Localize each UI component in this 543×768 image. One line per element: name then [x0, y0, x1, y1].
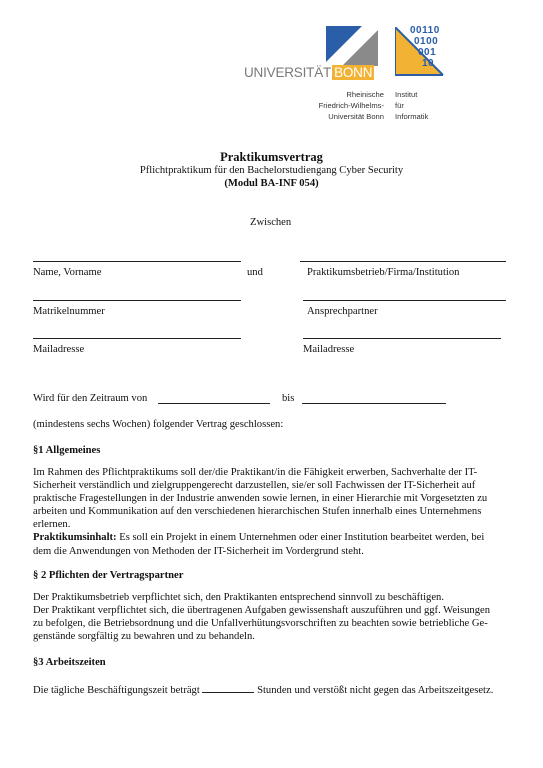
title-block: [0, 150, 543, 190]
section-1-line: praktische Fragestellungen in der Industrie anwenden sowie lernen, in einer Hierarchie mit Vorgesetzten zu: [33, 493, 488, 505]
document-subtitle: Pflichtpraktikum für den Bachelorstudiengang Cyber Security: [139, 165, 404, 176]
matrikel-label: Matrikelnummer: [33, 306, 105, 317]
section-3-prefix: Die tägliche Beschäftigungszeit beträgt: [33, 685, 200, 696]
content-text-first: Es soll ein Projekt in einem Unternehmen oder einer Institution bearbeitet werden, bei: [116, 532, 485, 544]
section-2-line: genstände sorgfältig zu bewahren und zu behandeln.: [33, 631, 255, 643]
name-field-line[interactable]: [33, 261, 241, 262]
wordmark-bonn: BONN: [334, 65, 373, 80]
section-3-heading: §3 Arbeitszeiten: [33, 657, 106, 668]
period-note: (mindestens sechs Wochen) folgender Vertrag geschlossen:: [33, 419, 284, 430]
contact-label: Ansprechpartner: [307, 306, 378, 317]
period-bis-label: bis: [282, 393, 295, 404]
university-name: [300, 89, 384, 123]
institute-name-line: Institut: [395, 90, 418, 99]
binary-row: 00110: [410, 25, 440, 36]
module-code: (Modul BA-INF 054): [224, 178, 319, 189]
university-name-line: Rheinische: [346, 90, 384, 99]
university-name-line: Universität Bonn: [328, 112, 384, 122]
binary-row: 0100: [414, 36, 439, 47]
mail-right-label: Mailadresse: [303, 344, 355, 355]
binary-digits: [410, 25, 440, 69]
between-label: Zwischen: [250, 217, 292, 228]
mail-left-label: Mailadresse: [33, 344, 85, 355]
section-3-suffix: Stunden und verstößt nicht gegen das Arbeitszeitgesetz.: [254, 685, 494, 696]
section-1-line: arbeiten und Kommunikation auf den verschiedenen hierarchischen Stufen innerhalb eines Unternehmens: [33, 506, 482, 518]
university-logo-graphic: [326, 26, 378, 66]
wordmark-universitaet: UNIVERSITÄT: [244, 65, 332, 80]
period-from-field-line[interactable]: [158, 403, 270, 404]
section-2-text: [33, 591, 515, 643]
period-to-field-line[interactable]: [302, 403, 446, 404]
section-1-line: Im Rahmen des Pflichtpraktikums soll der/die Praktikant/in die Fähigkeit erwerben, Sachverhalte der IT-: [33, 467, 478, 478]
university-wordmark: [244, 65, 374, 80]
section-3-text: [33, 682, 493, 697]
section-1-line: erlernen.: [33, 519, 71, 531]
binary-row: 10: [422, 58, 435, 69]
institute-name-line: Informatik: [395, 112, 429, 122]
mail-left-field-line[interactable]: [33, 338, 241, 339]
section-2-line: Der Praktikumsbetrieb verpflichtet sich, den Praktikanten entsprechend sinnvoll zu beschäftigen.: [33, 592, 444, 603]
contact-field-line[interactable]: [303, 300, 506, 301]
section-1-content-line: [33, 531, 515, 544]
section-1-heading: §1 Allgemeines: [33, 445, 101, 456]
company-label: Praktikumsbetrieb/Firma/Institution: [307, 267, 460, 278]
institute-name: [395, 89, 428, 123]
section-1-content-line-2: dem die Anwendungen von Methoden der IT-Sicherheit im Vordergrund steht.: [33, 545, 364, 557]
section-1-line: Sicherheit verständlich und zielgruppengerecht darzustellen, sie/er soll Fachwissen der IT-Sicherheit auf: [33, 480, 476, 492]
period-prefix: Wird für den Zeitraum von: [33, 393, 148, 404]
company-field-line[interactable]: [300, 261, 506, 262]
mail-right-field-line[interactable]: [303, 338, 501, 339]
name-label: Name, Vorname: [33, 267, 102, 278]
institute-name-line: für: [395, 101, 404, 111]
matrikel-field-line[interactable]: [33, 300, 241, 301]
section-2-heading: § 2 Pflichten der Vertragspartner: [33, 570, 184, 581]
document-title: Praktikumsvertrag: [220, 150, 323, 164]
hours-field-line[interactable]: [202, 682, 254, 693]
university-name-line: Friedrich-Wilhelms-: [318, 101, 384, 111]
content-label: Praktikumsinhalt:: [33, 532, 117, 544]
und-label: und: [247, 267, 263, 278]
section-2-line: zu befolgen, die Betriebsordnung und die Unfallverhütungsvorschriften zu beachten sowie betriebliche Ge-: [33, 618, 488, 630]
section-1-text: [33, 466, 515, 558]
binary-row: 001: [418, 47, 437, 58]
section-2-line: Der Praktikant verpflichtet sich, die übertragenen Aufgaben gewissenshaft auszuführen und ggf. Weisungen: [33, 605, 490, 617]
